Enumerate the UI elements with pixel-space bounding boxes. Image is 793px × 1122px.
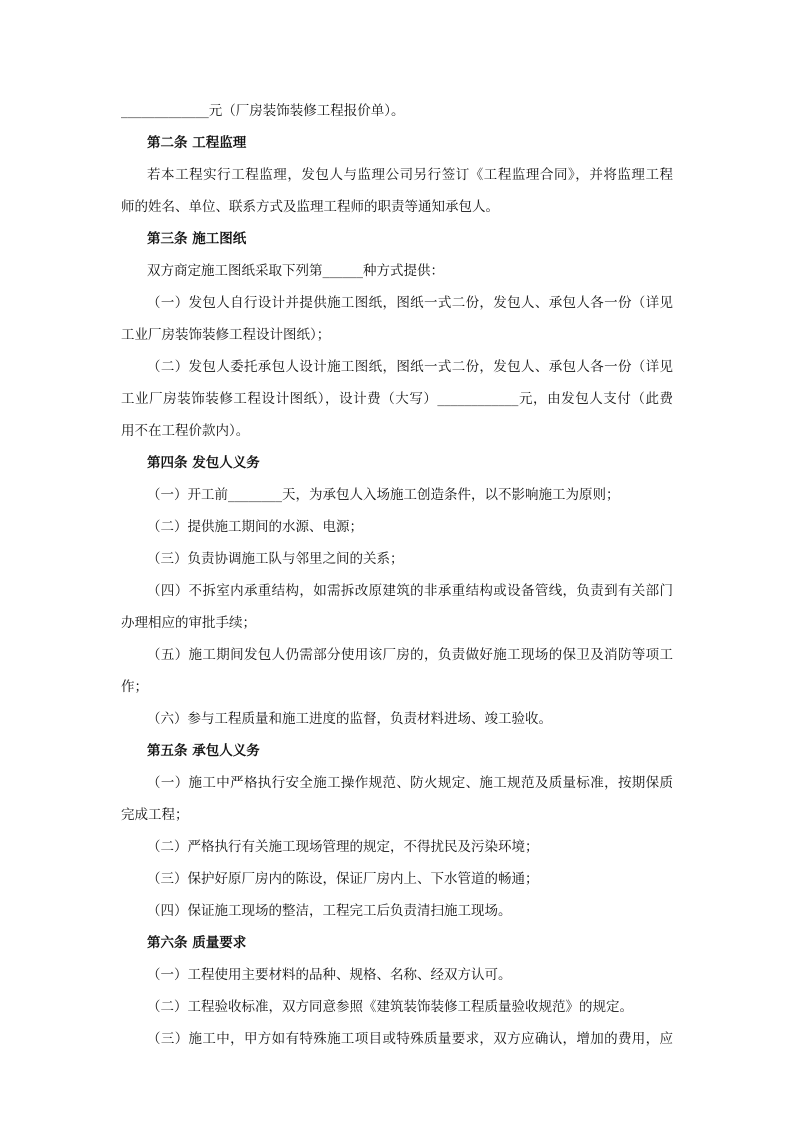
paragraph-line: 完成工程； bbox=[121, 807, 189, 823]
paragraph-line: （二）严格执行有关施工现场管理的规定，不得扰民及污染环境； bbox=[147, 839, 539, 855]
paragraph-line: 工业厂房装饰装修工程设计图纸），设计费（大写）____________元，由发包人支付（此费 bbox=[121, 391, 673, 407]
paragraph-line: （二）发包人委托承包人设计施工图纸，图纸一式二份，发包人、承包人各一份（详见 bbox=[147, 359, 673, 375]
section-heading: 第四条 发包人义务 bbox=[147, 455, 260, 471]
paragraph-line: 若本工程实行工程监理，发包人与监理公司另行签订《工程监理合同》，并将监理工程 bbox=[147, 167, 673, 183]
paragraph-line: （五）施工期间发包人仍需部分使用该厂房的，负责做好施工现场的保卫及消防等项工 bbox=[147, 647, 673, 663]
paragraph-line: （一）发包人自行设计并提供施工图纸，图纸一式二份，发包人、承包人各一份（详见 bbox=[147, 295, 673, 311]
paragraph-line: 师的姓名、单位、联系方式及监理工程师的职责等通知承包人。 bbox=[121, 199, 499, 215]
paragraph-line: （三）负责协调施工队与邻里之间的关系； bbox=[147, 551, 404, 567]
paragraph-line: 办理相应的审批手续； bbox=[121, 615, 256, 631]
text-line: _____________元（厂房装饰装修工程报价单）。 bbox=[121, 103, 405, 119]
paragraph-line: 工业厂房装饰装修工程设计图纸）； bbox=[121, 327, 331, 343]
section-heading: 第五条 承包人义务 bbox=[147, 743, 260, 759]
section-heading: 第二条 工程监理 bbox=[147, 135, 247, 151]
paragraph-line: （三）施工中，甲方如有特殊施工项目或特殊质量要求，双方应确认，增加的费用，应 bbox=[147, 1031, 673, 1047]
paragraph-line: 双方商定施工图纸采取下列第______种方式提供： bbox=[147, 263, 444, 279]
section-heading: 第三条 施工图纸 bbox=[147, 231, 247, 247]
paragraph-line: （四）不拆室内承重结构，如需拆改原建筑的非承重结构或设备管线，负责到有关部门 bbox=[147, 583, 673, 599]
paragraph-line: （六）参与工程质量和施工进度的监督，负责材料进场、竣工验收。 bbox=[147, 711, 552, 727]
paragraph-line: （二）提供施工期间的水源、电源； bbox=[147, 519, 363, 535]
paragraph-line: （一）工程使用主要材料的品种、规格、名称、经双方认可。 bbox=[147, 967, 512, 983]
paragraph-line: （四）保证施工现场的整洁，工程完工后负责清扫施工现场。 bbox=[147, 903, 512, 919]
paragraph-line: （二）工程验收标准，双方同意参照《建筑装饰装修工程质量验收规范》的规定。 bbox=[147, 999, 633, 1015]
paragraph-line: 作； bbox=[121, 679, 148, 695]
paragraph-line: （一）施工中严格执行安全施工操作规范、防火规定、施工规范及质量标准，按期保质 bbox=[147, 775, 673, 791]
paragraph-line: 用不在工程价款内）。 bbox=[121, 423, 250, 439]
section-heading: 第六条 质量要求 bbox=[147, 935, 247, 951]
paragraph-line: （三）保护好原厂房内的陈设，保证厂房内上、下水管道的畅通； bbox=[147, 871, 539, 887]
paragraph-line: （一）开工前________天，为承包人入场施工创造条件，以不影响施工为原则； bbox=[147, 487, 620, 503]
